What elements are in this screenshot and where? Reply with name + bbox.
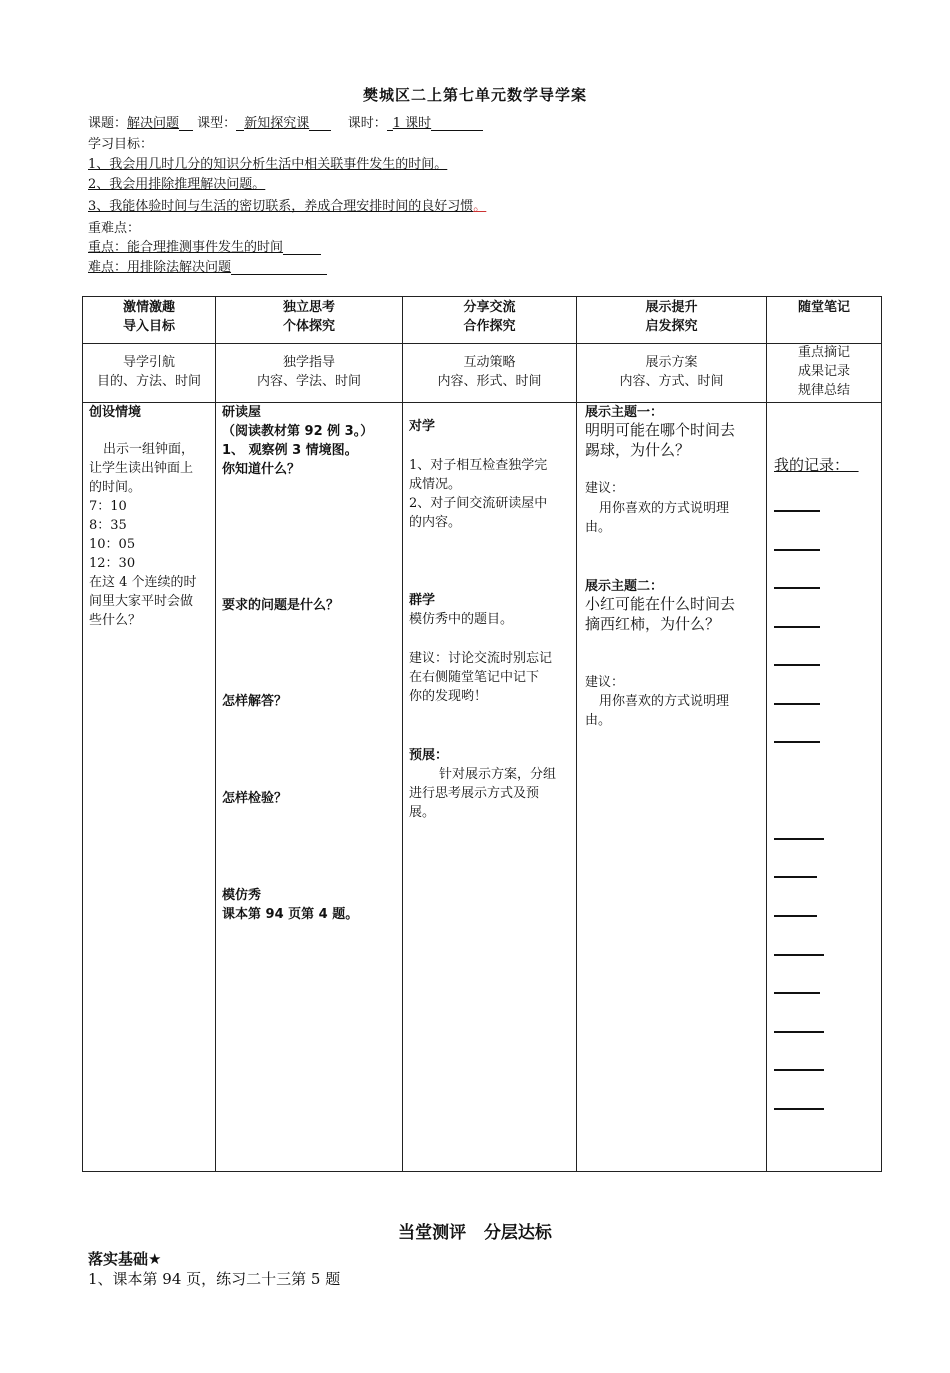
type-value: 新知探究课 <box>244 116 310 131</box>
col4-theme2-line: 摘西红柿，为什么？ <box>585 615 721 633</box>
col3-line: 建议：讨论交流时别忘记 <box>409 651 553 666</box>
col3-group-heading: 群学 <box>409 593 436 608</box>
table-divider <box>576 297 577 1171</box>
col3-line: 展。 <box>409 805 436 820</box>
header-line: 合作探究 <box>463 319 516 334</box>
goal-2: 2、我会用排除推理解决问题。 <box>88 177 266 192</box>
col1-time: 8：35 <box>89 518 127 533</box>
col3-preview-heading: 预展： <box>409 748 449 763</box>
header-line: 启发探究 <box>645 319 698 334</box>
header-line: 个体探究 <box>282 319 335 334</box>
col4-suggest1-label: 建议： <box>585 481 625 496</box>
col2-q2: 要求的问题是什么？ <box>222 598 340 613</box>
section-title: 当堂测评 分层达标 <box>398 1223 552 1243</box>
note-blank-line[interactable] <box>774 838 824 840</box>
col2-heading: 研读屋 <box>222 405 262 420</box>
col1-body <box>89 403 213 630</box>
header-col-2 <box>216 298 402 336</box>
topic-label: 课题： <box>88 116 128 131</box>
note-blank-line[interactable] <box>774 876 817 878</box>
subheader-line: 内容、学法、时间 <box>256 374 361 389</box>
col3-line: 成情况。 <box>409 477 462 492</box>
subheader-line: 内容、形式、时间 <box>437 374 542 389</box>
col1-line: 的时间。 <box>89 480 142 495</box>
col1-line: 些什么？ <box>89 613 142 628</box>
col4-line: 用你喜欢的方式说明理 <box>599 501 730 516</box>
lesson-meta <box>88 116 483 132</box>
table-divider <box>83 343 881 344</box>
col3-line: 针对展示方案，分组 <box>439 767 557 782</box>
col2-imitate-text: 课本第 94 页第 4 题。 <box>222 907 359 922</box>
col3-line: 进行思考展示方式及预 <box>409 786 540 801</box>
col1-line: 间里大家平时会做 <box>89 594 194 609</box>
col2-q1: 你知道什么？ <box>222 462 301 477</box>
subheader-line: 重点摘记 <box>797 345 850 360</box>
subheader-line: 目的、方法、时间 <box>96 374 201 389</box>
header-col-5 <box>767 298 881 317</box>
difficult-point-line <box>88 260 327 276</box>
header-col-3 <box>403 298 576 336</box>
col4-line: 由。 <box>585 713 612 728</box>
goal-3: 3、我能体验时间与生活的密切联系，养成合理安排时间的良好习惯 <box>88 199 474 214</box>
note-blank-line[interactable] <box>774 626 820 628</box>
col3-pair-heading: 对学 <box>409 419 436 434</box>
col1-line: 让学生读出钟面上 <box>89 461 194 476</box>
page-title: 樊城区二上第七单元数学导学案 <box>362 86 587 104</box>
col1-heading: 创设情境 <box>89 405 142 420</box>
header-line: 导入目标 <box>122 319 175 334</box>
note-blank-line[interactable] <box>774 954 824 956</box>
col1-time: 10：05 <box>89 537 136 552</box>
note-blank-line[interactable] <box>774 510 820 512</box>
subheader-line: 导学引航 <box>122 355 175 370</box>
note-blank-line[interactable] <box>774 915 817 917</box>
col2-ref: （阅读教材第 92 例 3。） <box>222 424 374 439</box>
subheader-line: 成果记录 <box>797 364 850 379</box>
col4-line: 由。 <box>585 520 612 535</box>
difficult-point: 难点：用排除法解决问题 <box>88 260 232 275</box>
goal-3-end: 。 <box>473 199 487 214</box>
col4-theme2-line: 小红可能在什么时间去 <box>585 595 736 613</box>
col1-time: 12：30 <box>89 556 136 571</box>
col4-theme1-heading: 展示主题一： <box>585 405 664 420</box>
table-divider <box>402 297 403 1171</box>
header-line: 随堂笔记 <box>797 300 850 315</box>
col4-theme1-line: 踢球，为什么？ <box>585 441 691 459</box>
col4-theme2-heading: 展示主题二： <box>585 579 664 594</box>
period-label: 课时： <box>347 116 387 131</box>
period-value: 1 课时 <box>392 116 432 131</box>
header-line: 展示提升 <box>645 300 698 315</box>
col1-line: 在这 4 个连续的时 <box>89 575 197 590</box>
lesson-table <box>82 296 882 1172</box>
note-blank-line[interactable] <box>774 1108 824 1110</box>
key-point-line <box>88 240 321 256</box>
subheader-col-3 <box>403 353 576 391</box>
header-line: 分享交流 <box>463 300 516 315</box>
col1-line: 出示一组钟面， <box>103 442 195 457</box>
subheader-line: 独学指导 <box>282 355 335 370</box>
col1-time: 7：10 <box>89 499 127 514</box>
note-blank-line[interactable] <box>774 1031 824 1033</box>
col3-line: 在右侧随堂笔记中记下 <box>409 670 540 685</box>
col3-line: 2、对子间交流研读屋中 <box>409 496 548 511</box>
col3-line: 你的发现哟！ <box>409 689 488 704</box>
col3-line: 1、对子相互检查独学完 <box>409 458 548 473</box>
subheader-line: 规律总结 <box>797 383 850 398</box>
col3-line: 的内容。 <box>409 515 462 530</box>
goal-3-line <box>88 199 486 215</box>
goal-1: 1、我会用几时几分的知识分析生活中相关联事件发生的时间。 <box>88 157 448 172</box>
note-blank-line[interactable] <box>774 664 820 666</box>
header-col-1 <box>83 298 215 336</box>
header-col-4 <box>577 298 766 336</box>
col2-q4: 怎样检验？ <box>222 791 288 806</box>
col2-imitate: 模仿秀 <box>222 888 262 903</box>
goals-label: 学习目标： <box>88 137 154 152</box>
note-blank-line[interactable] <box>774 992 820 994</box>
header-line: 激情激趣 <box>122 300 175 315</box>
note-blank-line[interactable] <box>774 703 820 705</box>
col4-suggest2-label: 建议： <box>585 675 625 690</box>
table-divider <box>215 297 216 1171</box>
subheader-col-5 <box>767 343 881 400</box>
record-label <box>774 455 859 476</box>
record-label-text: 我的记录： <box>774 456 850 474</box>
subheader-line: 展示方案 <box>645 355 698 370</box>
note-blank-line[interactable] <box>774 741 820 743</box>
subheader-line: 内容、方式、时间 <box>619 374 724 389</box>
subheader-col-1 <box>83 353 215 391</box>
col3-line: 模仿秀中的题目。 <box>409 612 514 627</box>
note-blank-line[interactable] <box>774 587 820 589</box>
subheader-col-4 <box>577 353 766 391</box>
topic-value: 解决问题 <box>127 116 180 131</box>
exercise-item: 1、课本第 94 页，练习二十三第 5 题 <box>88 1270 341 1288</box>
key-point: 重点：能合理推测事件发生的时间 <box>88 240 284 255</box>
subheader-line: 互动策略 <box>463 355 516 370</box>
col2-step1: 1、 观察例 3 情境图。 <box>222 443 358 458</box>
table-divider <box>766 297 767 1171</box>
header-line: 独立思考 <box>282 300 335 315</box>
note-blank-line[interactable] <box>774 1069 824 1071</box>
key-label: 重难点： <box>88 221 141 236</box>
type-label: 课型： <box>197 116 237 131</box>
level-heading: 落实基础★ <box>88 1250 162 1268</box>
subheader-col-2 <box>216 353 402 391</box>
note-blank-line[interactable] <box>774 549 820 551</box>
col4-line: 用你喜欢的方式说明理 <box>599 694 730 709</box>
col4-theme1-line: 明明可能在哪个时间去 <box>585 421 736 439</box>
col2-q3: 怎样解答？ <box>222 694 288 709</box>
